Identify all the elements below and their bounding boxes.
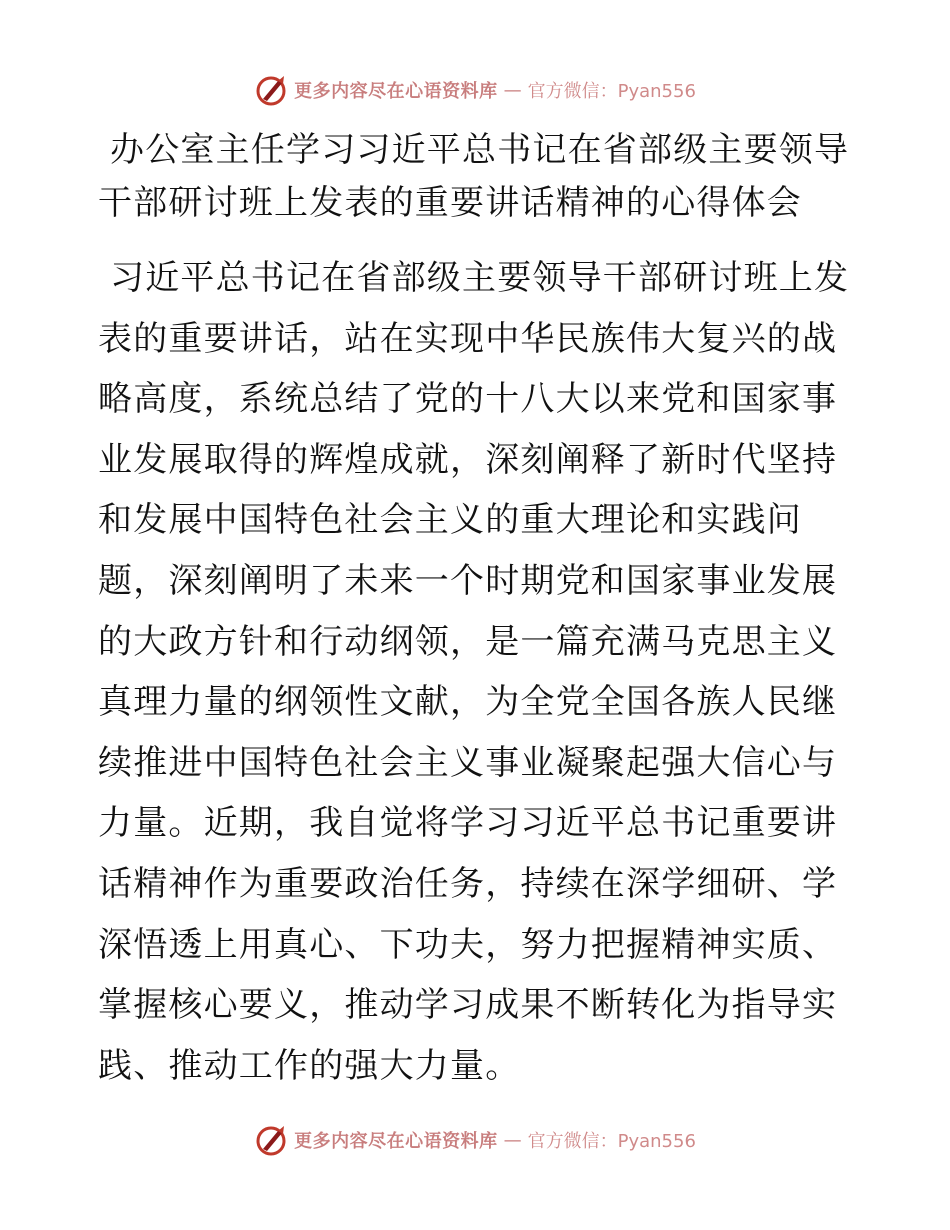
- banner-wechat-id: 官方微信：Pyan556: [527, 1131, 696, 1152]
- footer-banner: [0, 1120, 950, 1160]
- document-title: 办公室主任学习习近平总书记在省部级主要领导干部研讨班上发表的重要讲话精神的心得体会: [98, 130, 850, 223]
- banner-slogan: 更多内容尽在心语资料库: [294, 81, 498, 102]
- banner-separator: —: [503, 1129, 522, 1151]
- document-paragraph: 习近平总书记在省部级主要领导干部研讨班上发表的重要讲话，站在实现中华民族伟大复兴的战略高度，系统总结了党的十八大以来党和国家事业发展取得的辉煌成就，深刻阐释了新时代坚持和发展中国特色社会主义的重大理论和实践问题，深刻阐明了未来一个时期党和国家事业发展的大政方针和行动纲领，是一篇充满马克思主义真理力量的纲领性文献，为全党全国各族人民继续推进中国特色社会主义事业凝聚起强大信心与力量。近期，我自觉将学习习近平总书记重要讲话精神作为重要政治任务，持续在深学细研、学深悟透上用真心、下功夫，努力把握精神实质、掌握核心要义，推动学习成果不断转化为指导实践、推动工作的强大力量。: [98, 258, 850, 1086]
- banner-wechat-id: 官方微信：Pyan556: [527, 81, 696, 102]
- quill-pen-logo-icon: [254, 73, 288, 107]
- banner-separator: —: [503, 79, 522, 101]
- header-banner: [0, 70, 950, 110]
- quill-pen-logo-icon: [254, 1123, 288, 1157]
- banner-slogan: 更多内容尽在心语资料库: [294, 1131, 498, 1152]
